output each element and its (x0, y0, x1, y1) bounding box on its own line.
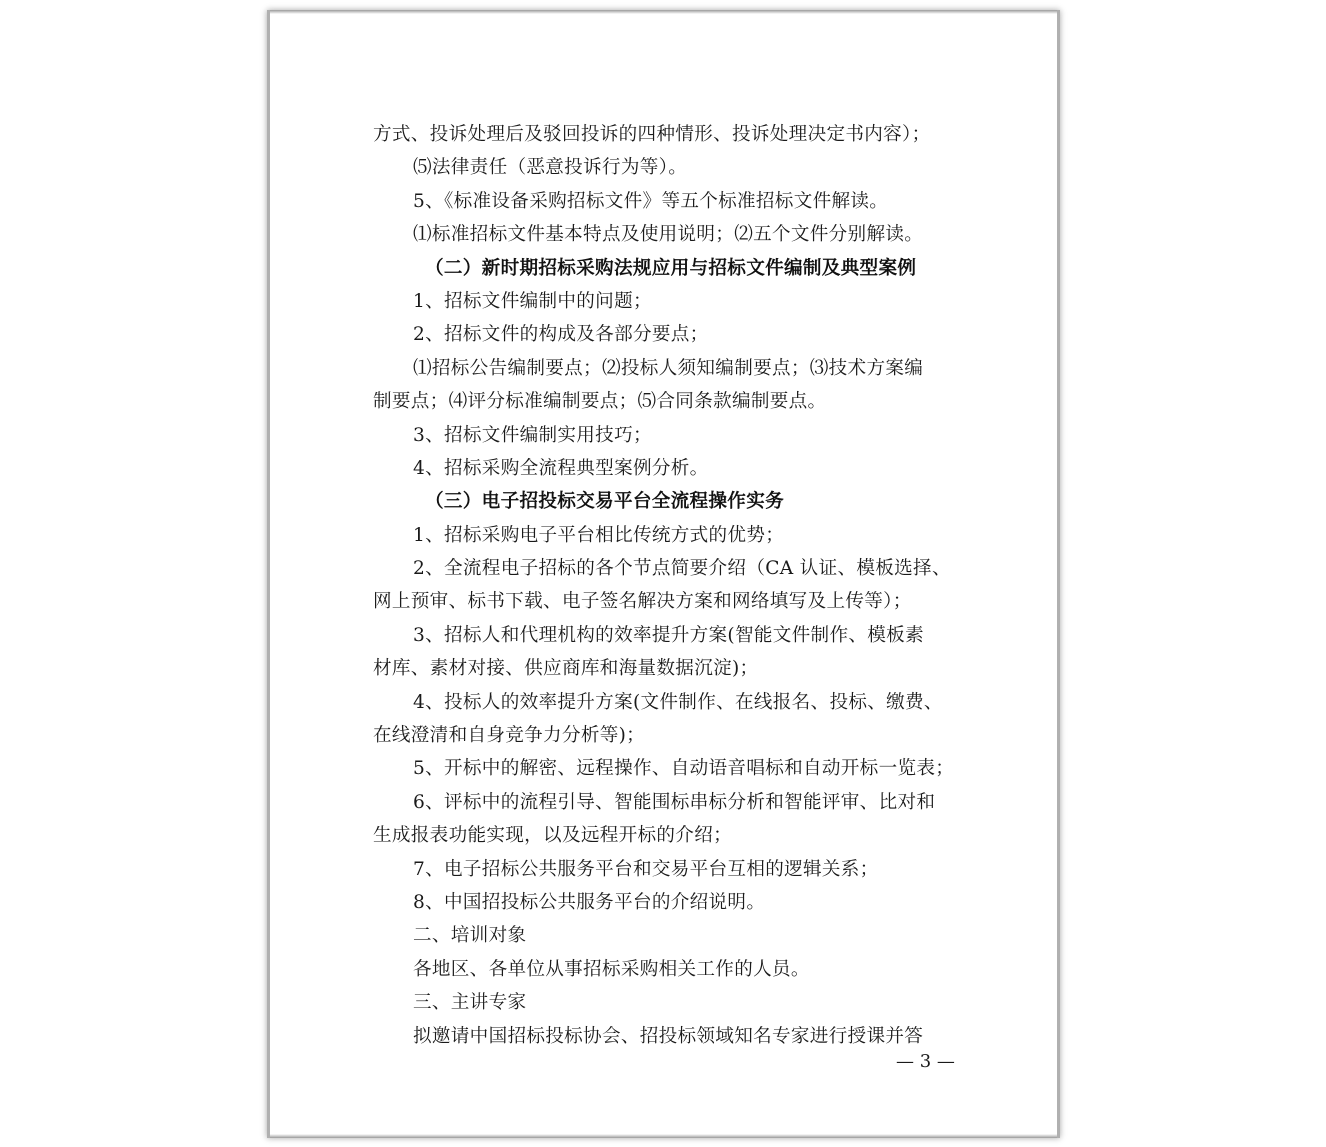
text-line: ⑴标准招标文件基本特点及使用说明；⑵五个文件分别解读。 (413, 224, 924, 246)
text-line: 4、招标采购全流程典型案例分析。 (413, 457, 709, 479)
text-line: 5、开标中的解密、远程操作、自动语音唱标和自动开标一览表； (413, 758, 955, 780)
text-line: 二、培训对象 (413, 925, 527, 947)
text-line: 材库、素材对接、供应商库和海量数据沉淀)； (373, 658, 759, 680)
text-line: 1、招标文件编制中的问题； (413, 290, 652, 312)
text-line: 5、《标准设备采购招标文件》等五个标准招标文件解读。 (413, 190, 889, 212)
text-line: 1、招标采购电子平台相比传统方式的优势； (413, 524, 785, 546)
section-heading: （二）新时期招标采购法规应用与招标文件编制及典型案例 (425, 257, 917, 279)
text-line: ⑸法律责任（恶意投诉行为等）。 (413, 157, 688, 179)
text-line: 2、全流程电子招标的各个节点简要介绍（CA 认证、模板选择、 (413, 558, 951, 580)
document-body (373, 118, 965, 1053)
text-line: 6、评标中的流程引导、智能围标串标分析和智能评审、比对和 (413, 791, 936, 813)
text-line: 2、招标文件的构成及各部分要点； (413, 324, 709, 346)
text-line: 3、招标文件编制实用技巧； (413, 424, 652, 446)
text-line: 生成报表功能实现，以及远程开标的介绍； (373, 825, 732, 847)
text-line: 4、投标人的效率提升方案(文件制作、在线报名、投标、缴费、 (413, 691, 943, 713)
text-line: 方式、投诉处理后及驳回投诉的四种情形、投诉处理决定书内容）； (373, 124, 931, 145)
text-line: 拟邀请中国招标投标协会、招投标领域知名专家进行授课并答 (413, 1025, 924, 1047)
section-heading: （三）电子招投标交易平台全流程操作实务 (425, 491, 784, 513)
text-line: 制要点；⑷评分标准编制要点；⑸合同条款编制要点。 (373, 391, 827, 413)
document-page (267, 10, 1060, 1138)
text-line: 网上预审、标书下载、电子签名解决方案和网络填写及上传等）； (373, 591, 912, 613)
text-line: 三、主讲专家 (413, 992, 527, 1014)
text-line: 7、电子招标公共服务平台和交易平台互相的逻辑关系； (413, 858, 879, 880)
text-line: 3、招标人和代理机构的效率提升方案(智能文件制作、模板素 (413, 624, 924, 646)
text-line: 在线澄清和自身竞争力分析等)； (373, 725, 646, 747)
text-line: 各地区、各单位从事招标采购相关工作的人员。 (413, 958, 810, 980)
text-line: ⑴招标公告编制要点；⑵投标人须知编制要点；⑶技术方案编 (413, 357, 924, 379)
page-number: — 3 — (896, 1051, 955, 1072)
text-line: 8、中国招投标公共服务平台的介绍说明。 (413, 891, 766, 913)
